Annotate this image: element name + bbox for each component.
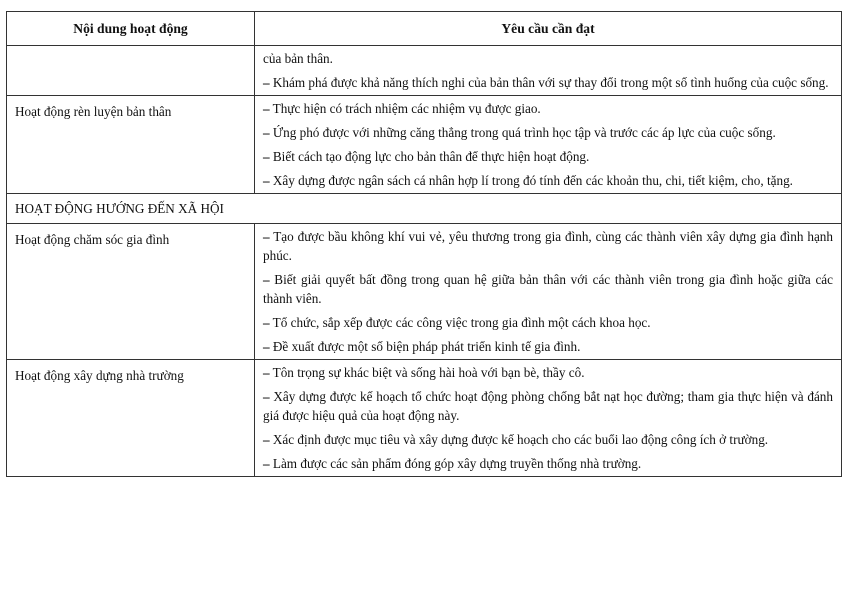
requirement-item: – Xác định được mục tiêu và xây dựng được kế hoạch cho các buổi lao động công ích ở trường. xyxy=(263,432,769,447)
dash-bullet: – xyxy=(263,365,270,380)
dash-bullet: – xyxy=(263,432,270,447)
table-body xyxy=(7,46,842,477)
column-header-requirements: Yêu cầu cần đạt xyxy=(255,12,842,46)
table-header-row xyxy=(7,12,842,46)
activity-cell: Hoạt động chăm sóc gia đình xyxy=(7,224,255,360)
dash-bullet: – xyxy=(263,456,270,471)
table-row xyxy=(7,96,842,194)
column-header-activity: Nội dung hoạt động xyxy=(7,12,255,46)
dash-bullet: – xyxy=(263,75,270,90)
dash-bullet: – xyxy=(263,229,270,244)
dash-bullet: – xyxy=(263,149,270,164)
dash-bullet: – xyxy=(263,101,270,116)
requirement-item: – Làm được các sản phẩm đóng góp xây dựng truyền thống nhà trường. xyxy=(263,456,642,471)
requirement-item: – Xây dựng được ngân sách cá nhân hợp lí trong đó tính đến các khoản thu, chi, tiết kiệm, cho, tặng. xyxy=(263,173,793,188)
requirement-item: – Thực hiện có trách nhiệm các nhiệm vụ được giao. xyxy=(263,101,541,116)
requirement-item: của bản thân. xyxy=(263,51,333,66)
requirement-item: – Xây dựng được kế hoạch tổ chức hoạt động phòng chống bắt nạt học đường; tham gia thực hiện và đánh giá được hiệu quả của hoạt động này. xyxy=(263,389,833,423)
activity-cell: Hoạt động rèn luyện bản thân xyxy=(7,96,255,194)
table-row xyxy=(7,46,842,96)
requirements-cell xyxy=(255,46,842,96)
dash-bullet: – xyxy=(263,125,270,140)
requirement-item: – Đề xuất được một số biện pháp phát triển kinh tế gia đình. xyxy=(263,339,581,354)
requirements-cell xyxy=(255,96,842,194)
table-row xyxy=(7,360,842,477)
dash-bullet: – xyxy=(263,173,270,188)
document-page xyxy=(6,11,841,477)
dash-bullet: – xyxy=(263,315,270,330)
dash-bullet: – xyxy=(263,339,270,354)
requirements-cell xyxy=(255,224,842,360)
requirement-item: – Khám phá được khả năng thích nghi của bản thân với sự thay đổi trong một số tình huống của cuộc sống. xyxy=(263,75,829,90)
requirements-cell xyxy=(255,360,842,477)
requirements-table xyxy=(6,11,842,477)
section-title: HOẠT ĐỘNG HƯỚNG ĐẾN XÃ HỘI xyxy=(7,194,842,224)
requirement-item: – Biết cách tạo động lực cho bản thân để thực hiện hoạt động. xyxy=(263,149,590,164)
dash-bullet: – xyxy=(263,389,270,404)
table-row xyxy=(7,224,842,360)
section-row xyxy=(7,194,842,224)
activity-cell: Hoạt động xây dựng nhà trường xyxy=(7,360,255,477)
requirement-item: – Tổ chức, sắp xếp được các công việc trong gia đình một cách khoa học. xyxy=(263,315,651,330)
requirement-item: – Tôn trọng sự khác biệt và sống hài hoà với bạn bè, thầy cô. xyxy=(263,365,585,380)
dash-bullet: – xyxy=(263,272,270,287)
requirement-item: – Tạo được bầu không khí vui vẻ, yêu thương trong gia đình, cùng các thành viên xây dựng gia đình hạnh phúc. xyxy=(263,229,833,263)
requirement-item: – Ứng phó được với những căng thẳng trong quá trình học tập và trước các áp lực của cuộc sống. xyxy=(263,125,776,140)
activity-cell xyxy=(7,46,255,96)
requirement-item: – Biết giải quyết bất đồng trong quan hệ giữa bản thân với các thành viên trong gia đình hoặc giữa các thành viên. xyxy=(263,272,833,306)
